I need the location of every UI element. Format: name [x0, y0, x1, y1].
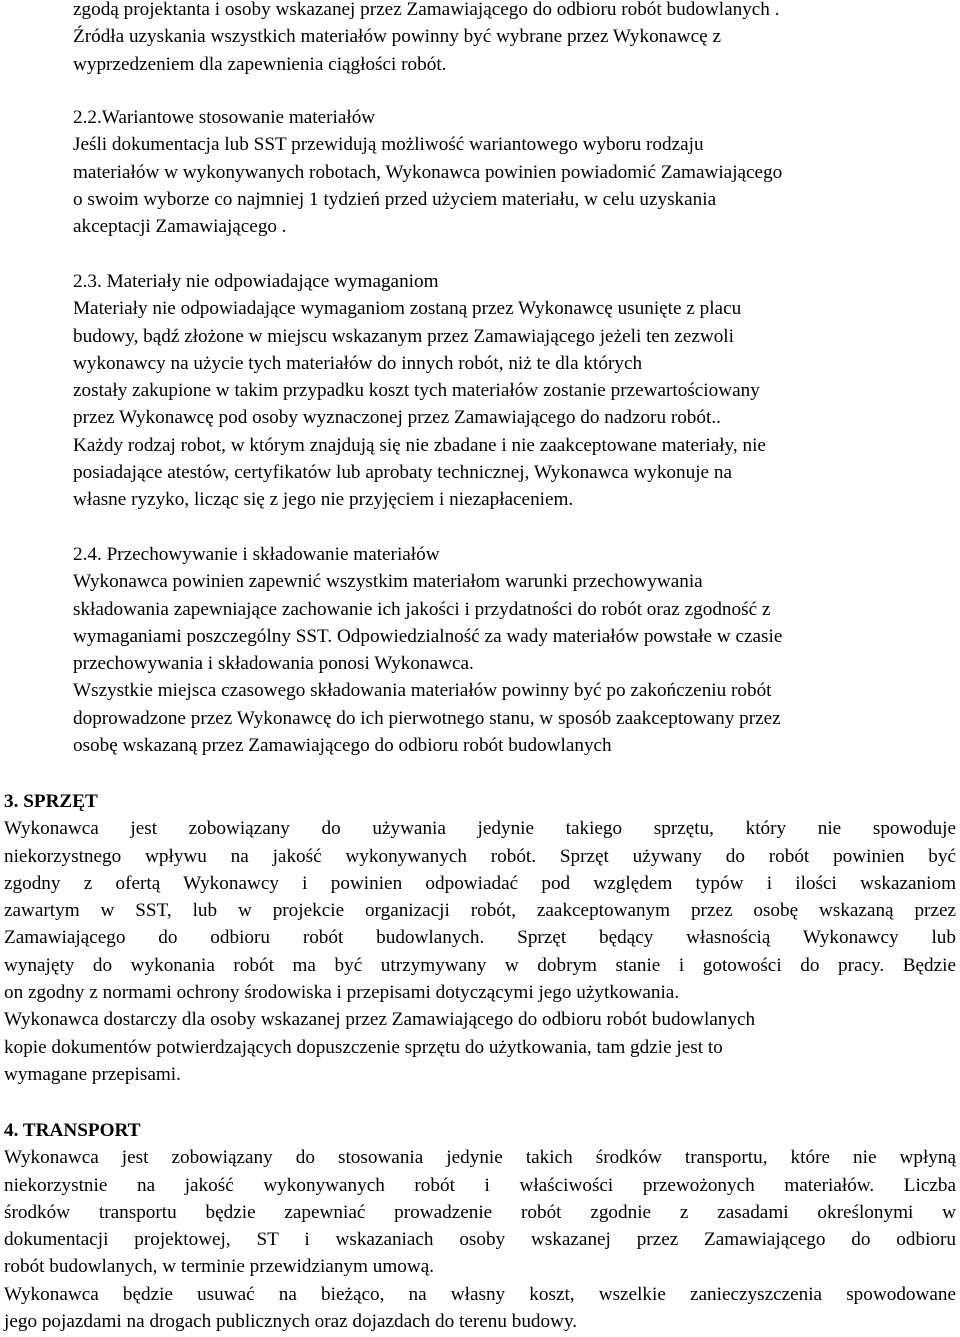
section-line: posiadające atestów, certyfikatów lub aprobaty technicznej, Wykonawca wykonuje na: [73, 462, 732, 484]
section-4-transport: [4, 1117, 956, 1335]
section-line: materiałów w wykonywanych robotach, Wykonawca powinien powiadomić Zamawiającego: [73, 161, 783, 183]
section-line: Każdy rodzaj robot, w którym znajdują się nie zbadane i nie zaakceptowane materiały, nie: [73, 434, 766, 456]
section-line: składowania zapewniające zachowanie ich jakości i przydatności do robót oraz zgodność z: [73, 598, 771, 620]
section-line: niekorzystnie na jakość wykonywanych robót i właściwości przewożonych materiałów. Liczba: [4, 1174, 956, 1196]
section-line: wynajęty do wykonania robót ma być utrzymywany w dobrym stanie i gotowości do pracy. Będzie: [4, 954, 956, 976]
section-line: zostały zakupione w takim przypadku koszt tych materiałów zostanie przewartościowany: [73, 380, 760, 402]
section-3-equipment: [4, 788, 956, 1088]
section-title: 2.4. Przechowywanie i składowanie materiałów: [73, 544, 440, 565]
section-line: dokumentacji projektowej, ST i wskazaniach osoby wskazanej przez Zamawiającego do odbioru: [4, 1229, 956, 1251]
section-line: wymagane przepisami.: [4, 1063, 181, 1085]
section-line: własne ryzyko, licząc się z jego nie przyjęciem i niezapłaceniem.: [73, 489, 574, 511]
section-line: zgodny z ofertą Wykonawcy i powinien odpowiadać pod względem typów i ilości wskazaniom: [4, 872, 956, 894]
section-line: przez Wykonawcę pod osoby wyznaczonej przez Zamawiającego do nadzoru robót..: [73, 407, 721, 429]
section-line: Wykonawca jest zobowiązany do używania jedynie takiego sprzętu, który nie spowoduje: [4, 818, 956, 840]
section-2-3: [73, 268, 958, 514]
section-line: on zgodny z normami ochrony środowiska i przepisami dotyczącymi jego użytkowania.: [4, 982, 680, 1004]
section-line: kopie dokumentów potwierdzających dopuszczenie sprzętu do użytkowania, tam gdzie jest to: [4, 1036, 723, 1058]
section-line: Zamawiającego do odbioru robót budowlanych. Sprzęt będący własnością Wykonawcy lub: [4, 927, 956, 949]
section-line: zawartym w SST, lub w projekcie organizacji robót, zaakceptowanym przez osobę wskazaną przez: [4, 900, 956, 922]
section-line: o swoim wyborze co najmniej 1 tydzień przed użyciem materiału, w celu uzyskania: [73, 188, 717, 210]
section-title: 2.2.Wariantowe stosowanie materiałów: [73, 107, 376, 128]
section-4-body: [4, 1144, 956, 1335]
section-heading: 3. SPRZĘT: [4, 791, 98, 812]
section-line: jego pojazdami na drogach publicznych oraz dojazdach do terenu budowy.: [4, 1311, 578, 1333]
section-line: wymaganiami poszczególny SST. Odpowiedzialność za wady materiałów powstałe w czasie: [73, 625, 783, 647]
section-2-4: [73, 541, 958, 759]
section-line: Wykonawca dostarczy dla osoby wskazanej przez Zamawiającego do odbioru robót budowlanych: [4, 1009, 756, 1031]
section-line: Materiały nie odpowiadające wymaganiom zostaną przez Wykonawcę usunięte z placu: [73, 298, 742, 320]
section-3-body: [4, 815, 956, 1088]
section-line: budowy, bądź złożone w miejscu wskazanym przez Zamawiającego jeżeli ten zezwoli: [73, 325, 734, 347]
section-line: przechowywania i składowania ponosi Wykonawca.: [73, 653, 474, 675]
section-title: 2.3. Materiały nie odpowiadające wymaganiom: [73, 271, 439, 292]
section-line: akceptacji Zamawiającego .: [73, 216, 287, 238]
section-2-2: [73, 104, 958, 240]
section-line: Wszystkie miejsca czasowego składowania materiałów powinny być po zakończeniu robót: [73, 680, 772, 702]
section-line: Wykonawca powinien zapewnić wszystkim materiałom warunki przechowywania: [73, 571, 703, 593]
section-line: Wykonawca będzie usuwać na bieżąco, na własny koszt, wszelkie zanieczyszczenia spowodowane: [4, 1283, 956, 1305]
section-line: środków transportu będzie zapewniać prowadzenie robót zgodnie z zasadami określonymi w: [4, 1201, 956, 1223]
section-line: robót budowlanych, w terminie przewidzianym umową.: [4, 1256, 435, 1278]
section-line: wykonawcy na użycie tych materiałów do innych robót, niż te dla których: [73, 352, 643, 374]
section-line: Jeśli dokumentacja lub SST przewidują możliwość wariantowego wyboru rodzaju: [73, 134, 704, 156]
section-heading: 4. TRANSPORT: [4, 1120, 141, 1141]
intro-line: Źródła uzyskania wszystkich materiałów powinny być wybrane przez Wykonawcę z: [73, 26, 721, 48]
section-line: osobę wskazaną przez Zamawiającego do odbioru robót budowlanych: [73, 735, 612, 757]
intro-line: zgodą projektanta i osoby wskazanej przez Zamawiającego do odbioru robót budowlanych .: [73, 0, 780, 20]
section-line: doprowadzone przez Wykonawcę do ich pierwotnego stanu, w sposób zaakceptowany przez: [73, 707, 781, 729]
section-line: Wykonawca jest zobowiązany do stosowania jedynie takich środków transportu, które nie wpłyną: [4, 1147, 956, 1169]
section-line: niekorzystnego wpływu na jakość wykonywanych robót. Sprzęt używany do robót powinien być: [4, 845, 956, 867]
intro-paragraph: [73, 0, 958, 78]
intro-line: wyprzedzeniem dla zapewnienia ciągłości robót.: [73, 53, 447, 75]
